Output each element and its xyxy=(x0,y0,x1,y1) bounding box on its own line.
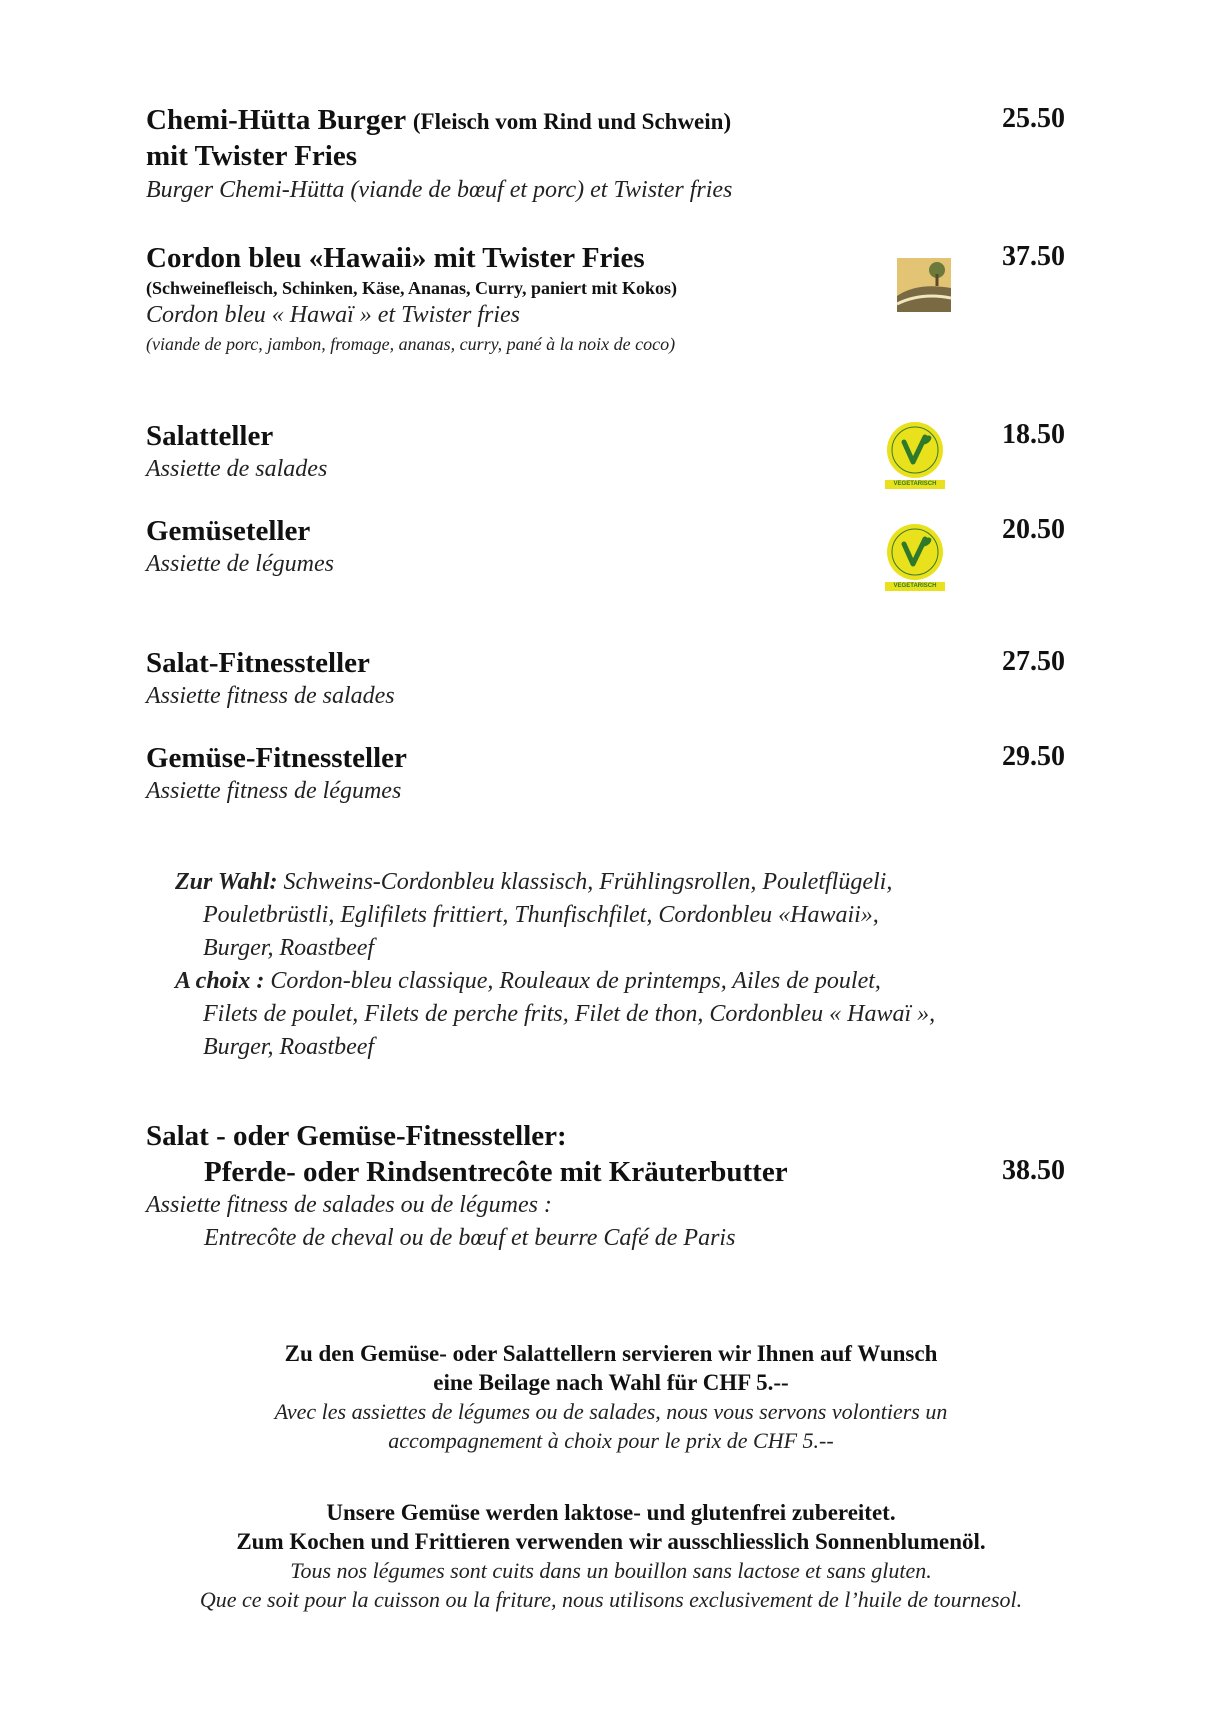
item-detail-fr: (viande de porc, jambon, fromage, ananas, curry, pané à la noix de coco) xyxy=(146,334,676,354)
item-subtitle: Cordon bleu « Hawaï » et Twister fries xyxy=(146,302,521,328)
item-subtitle: Assiette fitness de salades xyxy=(146,683,395,709)
item-subtitle: Assiette de légumes xyxy=(146,551,334,577)
oil-note-fr-2: Que ce soit pour la cuisson ou la friture, nous utilisons exclusivement de l’huile de tournesol. xyxy=(199,1587,1023,1612)
side-note-fr-2: accompagnement à choix pour le prix de CHF 5.-- xyxy=(388,1428,834,1453)
choice-de-line3: Burger, Roastbeef xyxy=(203,935,375,961)
vegetarian-label-text: VEGETARISCH xyxy=(893,481,937,487)
entrecote-subtitle-line1: Assiette fitness de salades ou de légumes : xyxy=(146,1192,552,1218)
entrecote-subtitle-line2: Entrecôte de cheval ou de bœuf et beurre Café de Paris xyxy=(204,1225,736,1251)
vegetarian-label-icon xyxy=(882,420,948,490)
item-title: Cordon bleu «Hawaii» mit Twister Fries xyxy=(146,242,645,274)
item-detail-de: (Schweinefleisch, Schinken, Käse, Ananas, Curry, paniert mit Kokos) xyxy=(146,278,678,298)
oil-note-de-2: Zum Kochen und Frittieren verwenden wir ausschliesslich Sonnenblumenöl. xyxy=(236,1529,986,1554)
side-note-de-2: eine Beilage nach Wahl für CHF 5.-- xyxy=(433,1370,789,1395)
oil-note-fr-1: Tous nos légumes sont cuits dans un bouillon sans lactose et sans gluten. xyxy=(290,1558,932,1583)
item-subtitle: Assiette de salades xyxy=(146,456,328,482)
item-price: 18.50 xyxy=(1002,419,1065,450)
choice-de-line2: Pouletbrüstli, Eglifilets frittiert, Thunfischfilet, Cordonbleu «Hawaii», xyxy=(203,902,879,928)
farm-label-icon xyxy=(897,258,951,312)
vegetarian-label-text: VEGETARISCH xyxy=(893,583,937,589)
item-title: Salat-Fitnessteller xyxy=(146,647,370,679)
item-price: 27.50 xyxy=(1002,646,1065,677)
oil-note-de-1: Unsere Gemüse werden laktose- und glutenfrei zubereitet. xyxy=(326,1500,896,1525)
item-title: Salatteller xyxy=(146,420,274,452)
item-price: 37.50 xyxy=(1002,241,1065,272)
side-note-fr-1: Avec les assiettes de légumes ou de salades, nous vous servons volontiers un xyxy=(274,1399,948,1424)
choice-de-line1: Zur Wahl: Schweins-Cordonbleu klassisch, Frühlingsrollen, Pouletflügeli, xyxy=(175,869,893,895)
item-subtitle: Burger Chemi-Hütta (viande de bœuf et porc) et Twister fries xyxy=(146,177,733,203)
item-price: 29.50 xyxy=(1002,741,1065,772)
choice-fr-line3: Burger, Roastbeef xyxy=(203,1034,375,1060)
item-price: 25.50 xyxy=(1002,103,1065,134)
item-subtitle: Assiette fitness de légumes xyxy=(146,778,402,804)
entrecote-title-line2: Pferde- oder Rindsentrecôte mit Kräuterbutter xyxy=(204,1156,788,1188)
entrecote-price: 38.50 xyxy=(1002,1155,1065,1186)
choice-fr-line1: A choix : Cordon-bleu classique, Rouleaux de printemps, Ailes de poulet, xyxy=(175,968,881,994)
entrecote-title-line1: Salat - oder Gemüse-Fitnessteller: xyxy=(146,1120,567,1152)
item-title-line2: mit Twister Fries xyxy=(146,140,358,172)
item-title: Chemi-Hütta Burger (Fleisch vom Rind und Schwein) xyxy=(146,104,732,136)
side-note-de-1: Zu den Gemüse- oder Salattellern servieren wir Ihnen auf Wunsch xyxy=(284,1341,938,1366)
item-title: Gemüse-Fitnessteller xyxy=(146,742,407,774)
choice-fr-line2: Filets de poulet, Filets de perche frits, Filet de thon, Cordonbleu « Hawaï », xyxy=(203,1001,936,1027)
item-title: Gemüseteller xyxy=(146,515,311,547)
item-price: 20.50 xyxy=(1002,514,1065,545)
vegetarian-label-icon xyxy=(882,522,948,592)
